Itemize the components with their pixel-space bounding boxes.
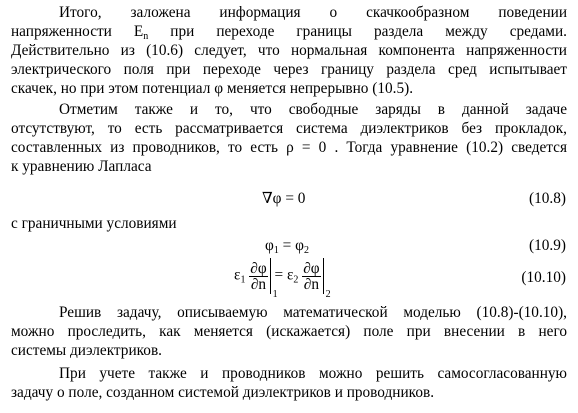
paragraph-2-line-4: к уравнению Лапласа <box>11 158 152 175</box>
evaluation-bar <box>323 258 331 300</box>
paragraph-2-line-1: Отметим также и то, что свободные заряды в данной задаче <box>59 101 567 118</box>
equation-potential <box>265 236 309 260</box>
paragraph-4-line-2: задачу о поле, созданном системой диэлектриков и проводников. <box>11 384 435 401</box>
subscript: 2 <box>303 245 309 256</box>
denominator: ∂n <box>250 275 267 293</box>
paragraph-4-line-1: При учете также и проводников можно решить самосогласованную <box>59 365 567 382</box>
paragraph-3-line-1: Решив задачу, описываемую математической моделью (10.8)-(10.10), <box>59 304 567 321</box>
subscript: n <box>143 31 149 42</box>
symbol-epsilon: ε <box>234 266 241 284</box>
paragraph-2-line-2: отсутствуют, то есть рассматривается система диэлектриков без прокладок, <box>11 120 567 137</box>
paragraph-1-line-4: электрического поля при переходе через границу раздела сред испытывает <box>11 61 567 78</box>
paragraph-3-line-2: можно проследить, как меняется (искажается) поле при внесении в него <box>11 323 567 340</box>
fraction <box>302 261 320 292</box>
equation-number-10-9: (10.9) <box>529 237 566 254</box>
text-span: при переходе границы раздела между средами. <box>148 23 567 40</box>
numerator: ∂φ <box>303 259 320 277</box>
equals-sign: = <box>274 266 287 284</box>
paragraph-2-line-3: составленных из проводников, то есть ρ = 0 . Тогда уравнение (10.2) сведется <box>11 139 567 156</box>
evaluation-bar <box>270 258 278 300</box>
denominator: ∂n <box>303 275 319 293</box>
symbol-phi: φ <box>295 237 304 254</box>
bar-index: 2 <box>325 289 331 300</box>
equals-sign: = <box>278 237 296 254</box>
equation-number-10-8: (10.8) <box>529 190 566 207</box>
paragraph-3-line-3: системы диэлектриков. <box>11 342 162 359</box>
fraction <box>249 261 267 292</box>
symbol-phi: φ <box>265 237 274 254</box>
subscript: 1 <box>273 245 279 256</box>
boundary-conditions-text: с граничными условиями <box>11 215 177 232</box>
subscript: 1 <box>240 274 246 286</box>
bar-index: 1 <box>272 289 278 300</box>
paragraph-1-line-3: Действительно из (10.6) следует, что нормальная компонента напряженности <box>11 42 567 59</box>
paragraph-1-line-1: Итого, заложена информация о скачкообразном поведении <box>59 4 567 21</box>
text-span: напряженности E <box>11 23 144 40</box>
equation-laplace: ∇φ = 0 <box>262 190 306 207</box>
subscript: 2 <box>293 274 299 286</box>
paragraph-1-line-5: скачек, но при этом потенциал φ меняется непрерывно (10.5). <box>11 80 414 97</box>
symbol-epsilon: ε <box>286 266 294 284</box>
equation-derivative <box>234 258 331 300</box>
equation-number-10-10: (10.10) <box>521 269 566 286</box>
numerator: ∂φ <box>250 259 267 277</box>
